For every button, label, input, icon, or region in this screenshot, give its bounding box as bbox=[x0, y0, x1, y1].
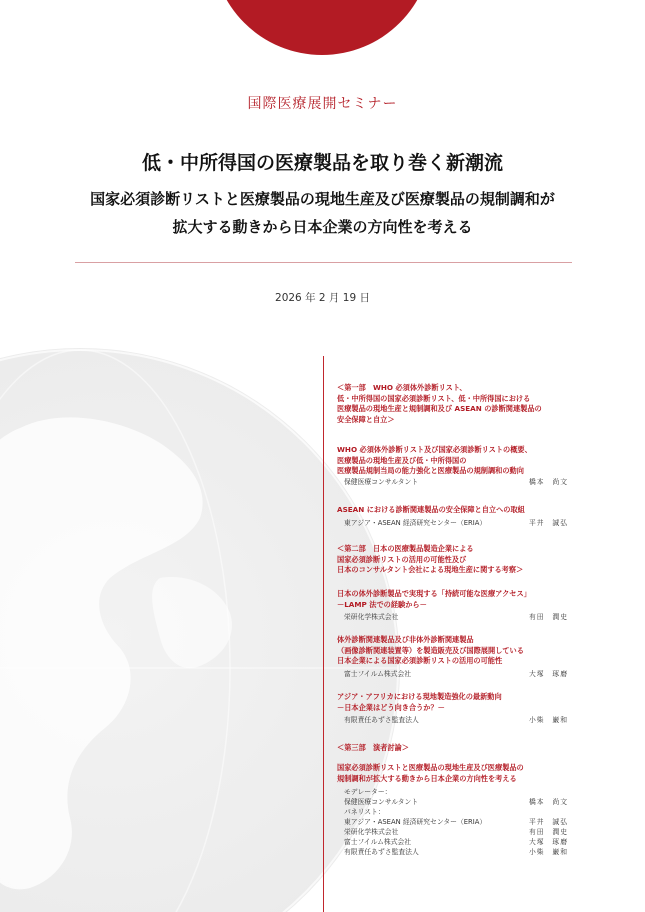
divider bbox=[75, 262, 572, 263]
panelist-row bbox=[337, 827, 582, 837]
page-title: 低・中所得国の医療製品を取り巻く新潮流 bbox=[141, 152, 503, 174]
part1-section bbox=[337, 383, 582, 425]
panelist-name: 小柴 巌和 bbox=[529, 848, 568, 857]
talk4-name: 大塚 琢磨 bbox=[529, 669, 568, 678]
talk3 bbox=[337, 589, 582, 622]
talk2-org: 東アジア・ASEAN 経済研究センター（ERIA） bbox=[344, 518, 487, 527]
event-date: 2026 年 2 月 19 日 bbox=[275, 292, 370, 304]
talk2-title: ASEAN における診断関連製品の安全保障と自立への取組 bbox=[337, 505, 525, 514]
talk3-title: 日本の体外診断製品で実現する「持続可能な医療アクセス」 －LAMP 法での経験から－ bbox=[337, 589, 531, 609]
moderator-row bbox=[337, 797, 582, 807]
moderator-org: 保健医療コンサルタント bbox=[344, 798, 419, 807]
part3-section bbox=[337, 743, 582, 754]
panelist-org: 有限責任あずさ監査法人 bbox=[344, 848, 419, 857]
panelist-name: 平井 誠弘 bbox=[529, 818, 568, 827]
subtitle-line-2: 拡大する動きから日本企業の方向性を考える bbox=[172, 218, 473, 236]
talk4-speaker bbox=[337, 669, 582, 679]
talk2-speaker bbox=[337, 518, 582, 528]
panelist-row bbox=[337, 837, 582, 847]
talk2-name: 平井 誠弘 bbox=[529, 518, 568, 527]
talk1-speaker bbox=[337, 477, 582, 487]
subtitle-line-1: 国家必須診断リストと医療製品の現地生産及び医療製品の規制調和が bbox=[90, 190, 555, 208]
moderator-name: 橋本 尚文 bbox=[529, 798, 568, 807]
panelist-name: 大塚 琢磨 bbox=[529, 838, 568, 847]
panelist-org: 東アジア・ASEAN 経済研究センター（ERIA） bbox=[344, 818, 487, 827]
talk3-speaker bbox=[337, 612, 582, 622]
talk4 bbox=[337, 635, 582, 679]
talk6 bbox=[337, 763, 582, 857]
talk5 bbox=[337, 692, 582, 725]
program-panel bbox=[323, 356, 583, 912]
talk4-title: 体外診断関連製品及び非体外診断関連製品 （画像診断関連装置等）を製造販売及び国際展開している 日本企業による国家必須診断リストの活用の可能性 bbox=[337, 635, 524, 666]
talk4-org: 富士フイルム株式会社 bbox=[344, 669, 412, 678]
talk1-title: WHO 必須体外診断リスト及び国家必須診断リストの概要、 医療製品の現地生産及び低・中所得国の 医療製品規制当局の能力強化と医療製品の規制調和の動向 bbox=[337, 445, 532, 476]
moderator-label: モデレーター： bbox=[344, 788, 392, 797]
panelists-label: パネリスト： bbox=[344, 808, 385, 817]
talk6-title: 国家必須診断リストと医療製品の現地生産及び医療製品の 規制調和が拡大する動きから日本企業の方向性を考える bbox=[337, 763, 524, 783]
seminar-series-label: 国際医療展開セミナー bbox=[247, 96, 398, 112]
talk5-org: 有限責任あずさ監査法人 bbox=[344, 716, 419, 725]
talk1-org: 保健医療コンサルタント bbox=[344, 477, 419, 486]
part1-heading: ＜第一部 WHO 必須体外診断リスト、 低・中所得国の国家必須診断リスト、低・中所得国における 医療製品の現地生産と規制調和及び ASEAN の診断関連製品の 安全保障と自立＞ bbox=[337, 383, 542, 424]
panelist-row bbox=[337, 847, 582, 857]
part2-heading: ＜第二部 日本の医療製品製造企業による 国家必須診断リストの活用の可能性及び 日本のコンサルタント会社による現地生産に関する考察＞ bbox=[337, 544, 524, 575]
talk5-title: アジア・アフリカにおける現地製造強化の最新動向 －日本企業はどう向き合うか？－ bbox=[337, 692, 502, 712]
panelist-org: 栄研化学株式会社 bbox=[344, 828, 399, 837]
talk1 bbox=[337, 445, 582, 487]
part3-heading: ＜第三部 演者討論＞ bbox=[337, 743, 409, 752]
panelist-row bbox=[337, 817, 582, 827]
talk3-org: 栄研化学株式会社 bbox=[344, 613, 399, 622]
talk5-speaker bbox=[337, 715, 582, 725]
panelist-org: 富士フイルム株式会社 bbox=[344, 838, 412, 847]
talk2 bbox=[337, 505, 582, 528]
talk1-name: 橋本 尚文 bbox=[529, 477, 568, 486]
red-circle-decoration bbox=[212, 0, 432, 55]
talk5-name: 小柴 巌和 bbox=[529, 716, 568, 725]
part2-section bbox=[337, 544, 582, 576]
panelist-name: 有田 潤史 bbox=[529, 828, 568, 837]
talk3-name: 有田 潤史 bbox=[529, 613, 568, 622]
